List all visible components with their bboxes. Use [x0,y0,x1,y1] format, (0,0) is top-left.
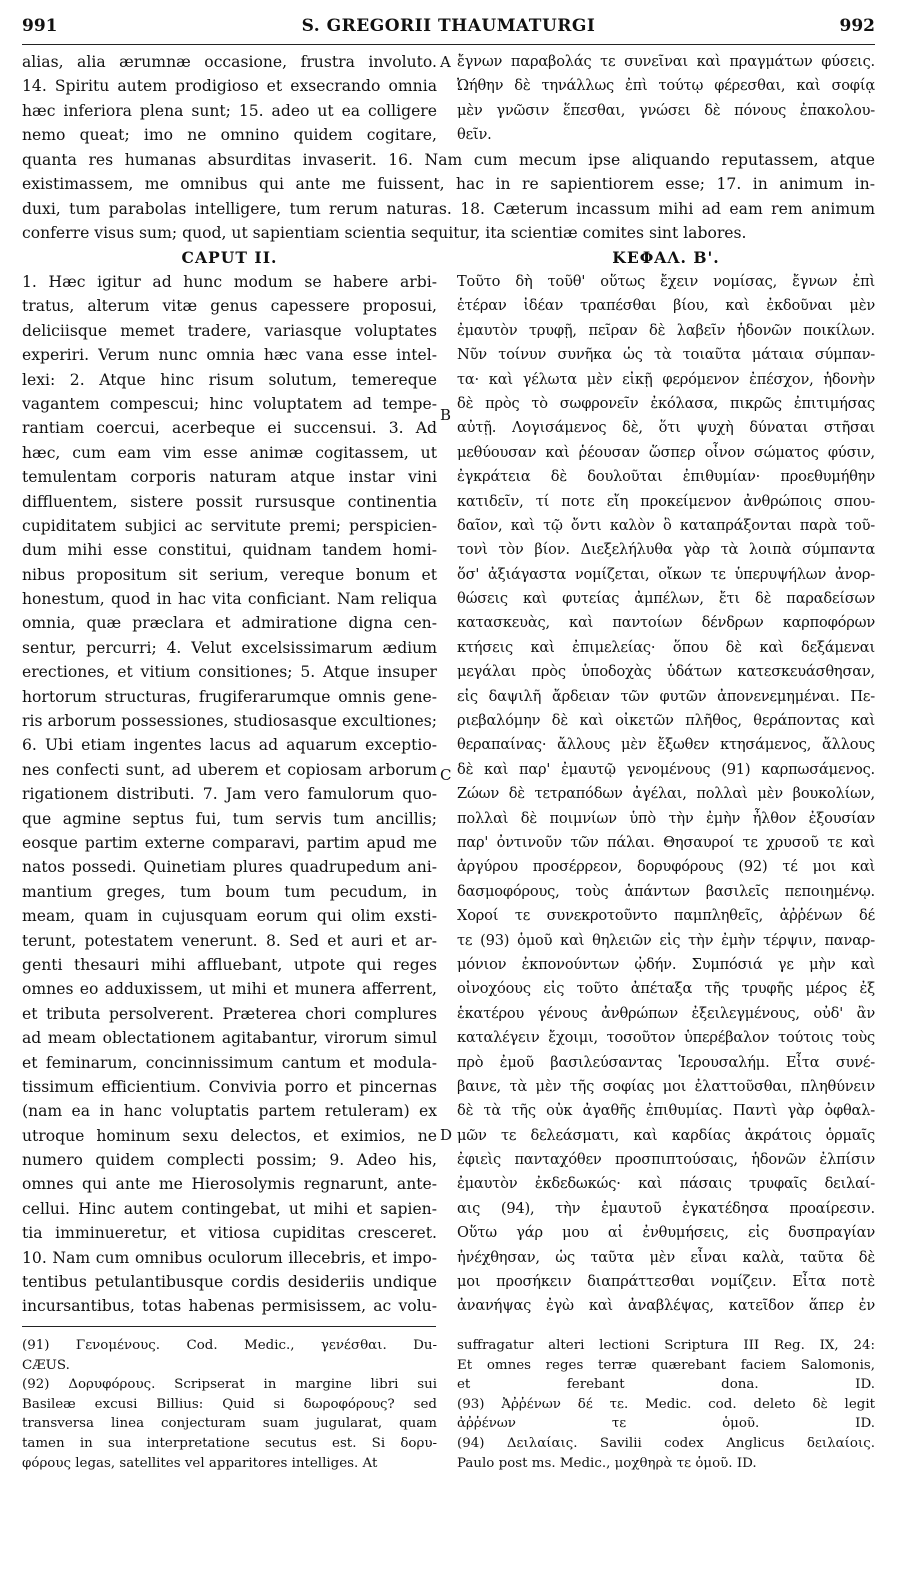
text-line: μῶν τε δελεάσματι, καὶ καρδίας ἀκράτοις ὁρμαῖς [457,1126,875,1144]
text-line: Οὕτω γάρ μου αἱ ἐνθυμήσεις, εἰς δυσπραγίαν [457,1224,875,1242]
header-rule [22,44,875,45]
text-line: hæc inferiora plena sunt; 15. adeo ut ea colligere [22,101,437,120]
footnote-line: (93) Ἀῤῥένων δέ τε. Medic. cod. deleto δὲ legit [457,1396,875,1412]
text-line: rigationem distributi. 7. Jam vero famulorum quo- [22,785,437,804]
latin-column [22,270,437,1319]
text-line: lexi: 2. Atque hinc risum solutum, temereque [22,370,437,389]
text-line: nibus propositum sit serium, vereque bonum et [22,565,437,584]
text-line: rantiam coercui, acerbeque ei succensui. 3. Ad [22,419,437,438]
page-number-left: 991 [22,16,58,36]
text-line: Τοῦτο δὴ τοῦθ' οὕτως ἔχειν νομίσας, ἔγνων ἐπὶ [457,273,875,290]
text-line: ad meam oblectationem agitabantur, virorum simul [22,1029,437,1048]
margin-marker-c: C [440,766,452,784]
text-line: tia imminueretur, et vitiosa cupiditas cresceret. [22,1224,437,1243]
text-line: παρ' ὀντινοῦν τῶν πάλαι. Θησαυροί τε χρυσοῦ τε καὶ [457,833,875,851]
text-line: nes confecti sunt, ad uberem et copiosam arborum [22,760,437,779]
text-line: εἰς δαψιλῆ ἄρδειαν τῶν φυτῶν ἀπονενεμημέναι. Πε- [457,687,875,705]
text-line: καταλέγειν ἔχοιμι, τοσοῦτον ὑπερέβαλον τούτοις τοὺς [457,1029,875,1047]
text-line: honestum, quod in hac vita conficiant. Nam reliqua [22,590,437,609]
text-line: omnes eo adduxissem, ut mihi et munera afferrent, [22,980,437,999]
text-line: ριεβαλόμην δὲ καὶ οἰκετῶν πλῆθος, θεράποντας καὶ [457,712,875,730]
spanning-line: quanta res humanas absurditas invaserit. 16. Nam cum mecum ipse aliquando reputassem, atque [22,151,875,169]
text-line: βαινε, τὰ μὲν τῆς σοφίας μοι ἐλαττοῦσθαι, πληθύνειν [457,1077,875,1095]
greek-column [457,270,875,1319]
text-line: ἠνέχθησαν, ὡς ταῦτα μὲν εἶναι καλὰ, ταῦτα δὲ [457,1248,875,1266]
text-line: terunt, potestatem venerunt. 8. Sed et auri et ar- [22,931,437,950]
text-line: πρὸ ἐμοῦ βασιλεύσαντας Ἱερουσαλήμ. Εἶτα συνέ- [457,1053,875,1071]
text-line: utroque hominum sexu delectos, et eximios, ne [22,1126,437,1145]
text-line: θώσεις καὶ φυτείας ἀμπέλων, ἔτι δὲ παραδείσων [457,590,875,608]
text-line: diffluentem, sistere possit rursusque continentia [22,492,437,511]
text-line: ἐφιεὶς πανταχόθεν προσπιπτούσαις, ἡδονῶν ἐλπίσιν [457,1151,875,1169]
footnote-line: tamen in sua interpretatione secutus est. Si δορυ- [22,1435,437,1451]
text-line: 14. Spiritu autem prodigioso et exsecrando omnia [22,77,437,96]
text-line: deliciisque memet tradere, variasque voluptates [22,321,437,340]
text-line: meam, quam in cujusquam eorum qui olim exsti- [22,907,437,926]
text-line: ἑκατέρου γένους ἀνθρώπων ἐξειλεγμένους, οὐδ' ἂν [457,1004,875,1022]
text-line: cellui. Hinc autem contingebat, ut mihi et sapien- [22,1199,437,1218]
latin-column-top [22,50,437,148]
spanning-line: existimassem, me omnibus qui ante me fuissent, hac in re sapientiorem esse; 17. in animum in- [22,175,875,194]
spanning-line: conferre visus sum; quod, ut sapientiam scientia sequitur, ita scientiæ comites sint labores. [22,224,747,243]
text-line: hortorum structuras, frugiferarumque omnis gene- [22,687,437,706]
text-line: Χοροί τε συνεκροτοῦντο παμπληθεῖς, ἀῤῥένων δέ [457,907,875,925]
text-line: alias, alia ærumnæ occasione, frustra involuto. [22,53,437,71]
text-line: que agmine septus fui, tum servis tum ancillis; [22,809,437,828]
text-line: θεραπαίνας· ἄλλους μὲν ἔξωθεν κτησάμενος, ἄλλους [457,736,875,754]
text-line: cupiditatem subjici ac servitute premi; perspicien- [22,516,437,535]
footnote-line: ἀῤῥένων τε ὁμοῦ. ID. [457,1416,875,1432]
text-line: (nam ea in hanc voluptatis partem retuleram) ex [22,1102,437,1121]
text-line: ἑτέραν ἰδέαν τραπέσθαι βίου, καὶ ἐκδοῦναι μὲν [457,297,875,315]
text-line: Ζώων δὲ τετραπόδων ἀγέλαι, πολλαὶ μὲν βουκολίων, [457,785,875,803]
text-line: vagantem compescui; hinc voluptatem ad tempe- [22,394,437,413]
text-line: μοι προσήκειν διαπράττεσθαι νομίζειν. Εἶτα ποτὲ [457,1273,875,1291]
text-line: οἰνοχόους εἰς τοῦτο ἀπέταξα τῆς τρυφῆς μέρος ἐξ [457,980,875,998]
text-line: πολλαὶ δὲ ποιμνίων ὑπὸ τὴν ἐμὴν ἦλθον ἐξουσίαν [457,809,875,827]
text-line: δαῖον, καὶ τῷ ὄντι καλὸν ὃ καταπράξονται παρὰ τοῦ- [457,516,875,534]
text-line: dum mihi esse constitui, quidnam tandem homi- [22,541,437,560]
text-line: Ὠήθην δὲ τηνάλλως ἐπὶ τούτῳ φέρεσθαι, καὶ σοφίᾳ [457,77,875,95]
margin-marker-d: D [440,1126,453,1144]
text-line: ἀργύρου προσέρρεον, δορυφόρους (92) τέ μοι καὶ [457,858,875,876]
text-line: hæc, cum eam vim esse animæ cogitassem, ut [22,443,437,462]
text-line: mantium greges, tum boum tum pecudum, in [22,882,437,901]
text-line: τε (93) ὁμοῦ καὶ θηλειῶν εἰς τὴν ἐμὴν τέρψιν, παναρ- [457,931,875,949]
text-line: μεθύουσαν καὶ ῥέουσαν ὥσπερ οἶνον σώματος φύσιν, [457,443,875,461]
text-line: δασμοφόρους, τοὺς ἁπάντων βασιλεῖς πεποιημένῳ. [457,882,875,900]
text-line: ἀνανήψας ἐγὼ καὶ ἀναβλέψας, κατεῖδον ἅπερ ἐν [457,1297,875,1315]
footnote-line: et ferebant dona. ID. [457,1377,875,1393]
footnotes-right [457,1336,875,1473]
footnote-line: Paulo post ms. Medic., μοχθηρὰ τε ὁμοῦ. ID. [457,1455,757,1471]
document-page [22,8,875,1568]
text-line: omnia, quæ præclara et admiratione digna cen- [22,614,437,633]
text-line: δὲ καὶ παρ' ἐμαυτῷ γενομένους (91) καρπωσάμενος. [457,760,875,778]
text-line: τονὶ τὸν βίον. Διεξελήλυθα γὰρ τὰ λοιπὰ σύμπαντα [457,541,875,559]
footnote-line: (91) Γενομένους. Cod. Medic., γενέσθαι. Du- [22,1338,437,1353]
text-line: κτήσεις καὶ ἐπιμελείας· ὅπου δὲ καὶ δεξάμεναι [457,638,875,656]
text-line: θεῖν. [457,126,492,144]
footnote-line: (94) Δειλαίαις. Savilii codex Anglicus δειλαίοις. [457,1435,875,1451]
text-line: omnes qui ante me Hierosolymis regnarunt, ante- [22,1175,437,1194]
greek-heading-block [457,246,875,270]
margin-marker-b: B [440,406,452,424]
text-line: 6. Ubi etiam ingentes lacus ad aquarum exceptio- [22,736,437,755]
text-line: τα· καὶ γέλωτα μὲν εἰκῇ φερόμενον ἐπέσχον, ἡδονὴν [457,370,875,388]
text-line: δὲ πρὸς τὸ σωφρονεῖν ἐκόλασα, πικρῶς ἐπιτιμήσας [457,394,875,412]
footnote-line: Basileæ excusi Billius: Quid si δωροφόρους? sed [22,1396,437,1412]
text-line: ris arborum possessiones, studiosasque excultiones; [22,712,437,731]
text-line: αις (94), τὴν ἐμαυτοῦ ἐγκατέδησα προαίρεσιν. [457,1199,875,1217]
running-title: S. GREGORII THAUMATURGI [301,16,596,36]
footnote-line: transversa linea conjecturam suam jugularat, quam [22,1416,437,1432]
greek-chapter-heading: ΚΕΦΑΛ. Β'. [612,248,720,267]
text-line: numero quidem complecti possim; 9. Adeo his, [22,1151,437,1170]
text-line: temulentam corporis naturam atque instar vini [22,468,437,487]
text-line: sentur, percurri; 4. Velut excelsissimarum ædium [22,638,437,657]
footnote-line: suffragatur alteri lectioni Scriptura III Reg. IX, 24: [457,1338,875,1353]
page-header [22,8,875,38]
text-line: experiri. Verum nunc omnia hæc vana esse intel- [22,346,437,365]
text-line: ἔγνων παραβολάς τε συνεῖναι καὶ πραγμάτων φύσεις. [457,53,875,70]
footnote-line: Et omnes reges terræ quærebant faciem Salomonis, [457,1357,875,1373]
text-line: μεγάλαι πρὸς ὑποδοχὰς ὑδάτων κατεσκευάσθησαν, [457,663,875,681]
latin-heading-block [22,246,437,270]
text-line: et feminarum, concinnissimum cantum et modula- [22,1053,437,1072]
text-line: genti thesauri mihi affluebant, utpote qui reges [22,955,437,974]
footnote-line: φόρους legas, satellites vel apparitores intelliges. At [22,1455,378,1471]
text-line: κατιδεῖν, τί ποτε εἴη προκείμενον ἀνθρώποις σπου- [457,492,875,510]
text-line: incursantibus, totas habenas permisissem, ac volu- [22,1297,437,1316]
text-line: 10. Nam cum omnibus oculorum illecebris, et impo- [22,1248,437,1267]
text-line: 1. Hæc igitur ad hunc modum se habere arbi- [22,273,437,291]
text-line: ἐμαυτὸν τρυφῇ, πεῖραν δὲ λαβεῖν ἡδονῶν ποικίλων. [457,321,875,339]
text-line: μόνιον ἐκπονούντων ᾠδήν. Συμπόσιά γε μὴν καὶ [457,955,875,973]
text-line: tentibus petulantibusque cordis desideriis undique [22,1273,437,1292]
text-line: ἐμαυτὸν ἐκδεδωκώς· καὶ πάσαις τρυφαῖς δειλαί- [457,1175,875,1193]
page-number-right: 992 [839,16,875,36]
text-line: κατασκευὰς, καὶ παντοίων δένδρων καρποφόρων [457,614,875,632]
text-line: ἐγκράτεια δὲ δουλοῦται ἐπιθυμίαν· προεθυμήθην [457,468,875,486]
greek-column-top [457,50,875,148]
text-line: nemo queat; imo ne omnino quidem cogitare, [22,126,437,145]
footnotes-left [22,1336,437,1473]
text-line: eosque partim externe comparavi, partim apud me [22,833,437,852]
text-line: erectiones, et vitium consitiones; 5. Atque insuper [22,663,437,682]
text-line: ὅσ' ἀξιάγαστα νομίζεται, οἴκων τε ὑπερυψήλων ἀνορ- [457,565,875,583]
text-line: tratus, alterum vitæ genus capessere proposui, [22,297,437,316]
margin-marker-a: A [440,53,451,71]
text-line: Νῦν τοίνυν συνῆκα ὡς τὰ τοιαῦτα μάταια σύμπαν- [457,346,875,364]
text-line: αὐτῇ. Λογισάμενος δὲ, ὅτι ψυχὴ δύναται στῆσαι [457,419,875,437]
text-line: tissimum efficientium. Convivia porro et pincernas [22,1077,437,1096]
text-line: et tributa persolverent. Præterea chori complures [22,1004,437,1023]
latin-chapter-heading: CAPUT II. [181,248,278,267]
text-line: μὲν γνῶσιν ἕπεσθαι, γνώσει δὲ πόνους ἐπακολου- [457,101,875,119]
text-line: natos possedi. Quinetiam plures quadrupedum ani- [22,858,437,877]
spanning-line: duxi, tum parabolas intelligere, tum rerum naturas. 18. Cæterum incassum mihi ad eam rem animum [22,199,875,218]
text-line: δὲ τὰ τῆς οὐκ ἀγαθῆς ἐπιθυμίας. Παντὶ γὰρ ὀφθαλ- [457,1102,875,1120]
footnote-line: (92) Δορυφόρους. Scripserat in margine libri sui [22,1377,437,1393]
footnote-line: CÆUS. [22,1357,70,1373]
footnote-rule [22,1326,436,1327]
